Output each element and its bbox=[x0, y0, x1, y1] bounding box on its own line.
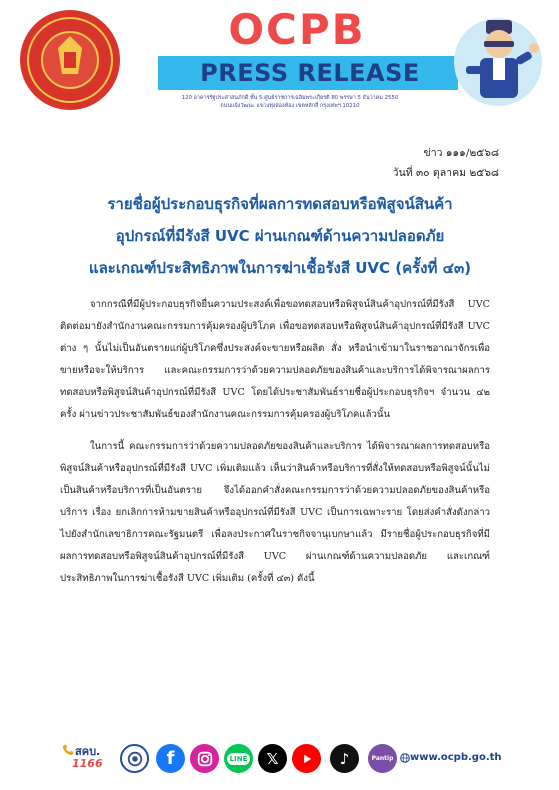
body-paragraph-1: จากกรณีที่มีผู้ประกอบธุรกิจยื่นความประสงค์เพื่อขอทดสอบหรือพิสูจน์สินค้าอุปกรณ์ที่มีรังสี UVC ติดต่อมายังสำนักงานคณะกรรมการคุ้มครองผู้บริโภค เพื่อขอทดสอบหรือพิสูจน์สินค้าอุปกรณ์ที่มีรังสี UVC ต่าง ๆ นั้นไม่เป็นอันตรายแก่ผู้บริโภคซึ่งประสงค์จะขายหรือผลิต สั่ง หรือนำเข้ามาในราชอาณาจักรเพื่อขายหรือจะให้บริการ และคณะกรรมการว่าด้วยความปลอดภัยของสินค้าและบริการได้พิจารณาผลการทดสอบหรือพิสูจน์สินค้าอุปกรณ์ที่มีรังสี UVC โดยได้ประชาสัมพันธ์รายชื่อผู้ประกอบธุรกิจฯ จำนวน ๔๒ ครั้ง ผ่านข่าวประชาสัมพันธ์ของสำนักงานคณะกรรมการคุ้มครองผู้บริโภคแล้วนั้น bbox=[60, 299, 490, 420]
ocpb-logo-title: OCPB bbox=[228, 5, 366, 54]
address-line-1: 120 อาคารรัฐประศาสนภักดี ชั้น 5 ศูนย์ราชการเฉลิมพระเกียรติ 80 พรรษา 5 ธันวาคม 2550 bbox=[181, 95, 399, 101]
press-release-label: PRESS RELEASE bbox=[200, 59, 420, 87]
hotline-label: สคบ. bbox=[75, 745, 101, 758]
tiktok-icon[interactable] bbox=[330, 744, 359, 773]
tiktok-glyph: ♪ bbox=[339, 749, 350, 768]
facebook-glyph: f bbox=[166, 748, 175, 769]
pantip-glyph: Pantip bbox=[371, 755, 394, 762]
x-icon[interactable] bbox=[258, 744, 287, 773]
headline-line-3: และเกณฑ์ประสิทธิภาพในการฆ่าเชื้อรังสี UVC (ครั้งที่ ๔๓) bbox=[88, 259, 472, 277]
x-glyph: 𝕏 bbox=[266, 749, 279, 768]
news-date: วันที่ ๓๐ ตุลาคม ๒๕๖๘ bbox=[392, 167, 499, 179]
body-paragraph-2: ในการนี้ คณะกรรมการว่าด้วยความปลอดภัยของสินค้าและบริการ ได้พิจารณาผลการทดสอบหรือพิสูจน์สินค้าหรืออุปกรณ์ที่มีรังสี UVC เพิ่มเติมแล้ว เห็นว่าสินค้าหรือบริการที่สั่งให้ทดสอบหรือพิสูจน์นั้นไม่เป็นสินค้าหรือบริการที่เป็นอันตราย จึงได้ออกคำสั่งคณะกรรมการว่าด้วยความปลอดภัยของสินค้าหรือบริการ เรื่อง ยกเลิกการห้ามขายสินค้าหรืออุปกรณ์ที่มีรังสี UVC เป็นการเฉพาะราย โดยส่งคำสั่งดังกล่าวไปยังสำนักเลขาธิการคณะรัฐมนตรี เพื่อลงประกาศในราชกิจจานุเบกษาแล้ว มีรายชื่อผู้ประกอบธุรกิจที่มีผลการทดสอบหรือพิสูจน์สินค้าอุปกรณ์ที่มีรังสี UVC ผ่านเกณฑ์ด้านความปลอดภัย และเกณฑ์ประสิทธิภาพในการฆ่าเชื้อรังสี UVC เพิ่มเติม (ครั้งที่ ๔๓) ดังนี้ bbox=[60, 441, 490, 584]
ocpb-seal-logo bbox=[18, 8, 122, 112]
news-number: ข่าว ๑๑๑/๒๕๖๘ bbox=[423, 147, 499, 159]
phone-icon bbox=[62, 744, 74, 756]
youtube-icon[interactable] bbox=[292, 744, 321, 773]
headline-line-1: รายชื่อผู้ประกอบธุรกิจที่ผลการทดสอบหรือพิสูจน์สินค้า bbox=[107, 195, 453, 213]
line-icon[interactable] bbox=[224, 744, 253, 773]
instagram-icon[interactable] bbox=[190, 744, 219, 773]
globe-icon bbox=[400, 753, 410, 763]
headline-line-2: อุปกรณ์ที่มีรังสี UVC ผ่านเกณฑ์ด้านความปลอดภัย bbox=[115, 227, 445, 245]
ocpb-icon[interactable] bbox=[120, 744, 149, 773]
pantip-icon[interactable] bbox=[368, 744, 397, 773]
facebook-icon[interactable] bbox=[156, 744, 185, 773]
social-footer bbox=[0, 742, 559, 782]
line-glyph: LINE bbox=[227, 753, 251, 765]
website-link[interactable]: www.ocpb.go.th bbox=[410, 752, 502, 763]
hotline-badge[interactable] bbox=[62, 742, 112, 778]
hotline-number: 1166 bbox=[72, 757, 103, 770]
mascot-illustration bbox=[448, 8, 548, 116]
address-line-2: ถนนแจ้งวัฒนะ แขวงทุ่งสองห้อง เขตหลักสี่ กรุงเทพฯ 10210 bbox=[220, 103, 360, 109]
press-header bbox=[0, 0, 559, 112]
